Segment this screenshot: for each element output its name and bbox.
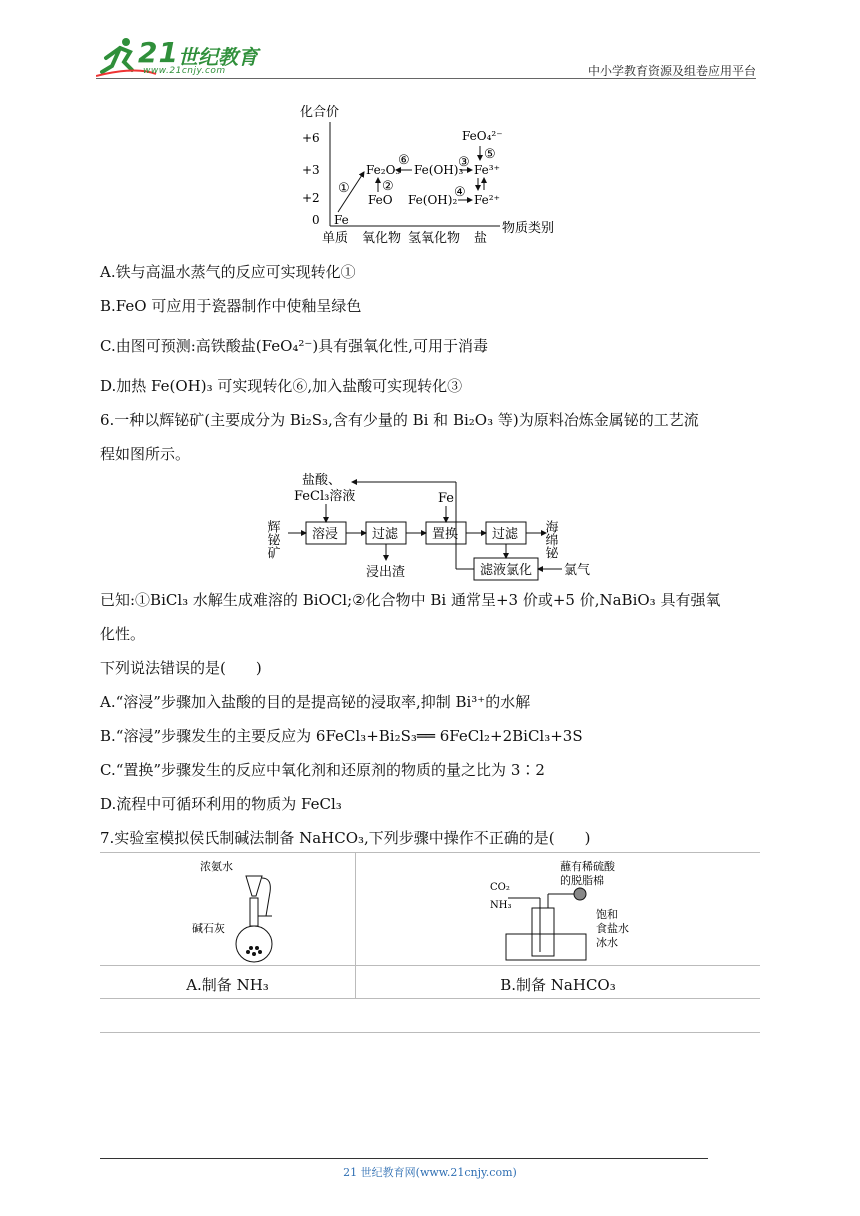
figB-top2: 的脱脂棉 bbox=[560, 874, 604, 887]
flow-reagent1-b: FeCl₃溶液 bbox=[294, 489, 356, 504]
q5-option-b: B.FeO 可应用于瓷器制作中使釉呈绿色 bbox=[100, 297, 362, 315]
step-label: ⑥ bbox=[398, 153, 410, 168]
q7-caption-b: B.制备 NaHCO₃ bbox=[500, 976, 616, 994]
step-label: ④ bbox=[454, 185, 466, 200]
step-label: ③ bbox=[458, 155, 470, 170]
step-label: ① bbox=[338, 181, 350, 196]
logo-url: www.21cnjy.com bbox=[143, 66, 226, 76]
q6-option-b: B.“溶浸”步骤发生的主要反应为 6FeCl₃+Bi₂S₃══ 6FeCl₂+2BiCl₃+3S bbox=[100, 727, 583, 745]
species-feo4: FeO₄²⁻ bbox=[462, 129, 503, 143]
flow-box-dissolve: 溶浸 bbox=[312, 527, 339, 542]
q5-option-d: D.加热 Fe(OH)₃ 可实现转化⑥,加入盐酸可实现转化③ bbox=[100, 377, 463, 395]
flow-box-chlorinate: 滤液氯化 bbox=[480, 563, 533, 578]
step-label: ⑤ bbox=[484, 147, 496, 162]
flow-reagent1: 盐酸、 bbox=[302, 473, 342, 488]
footer-text[interactable]: 21 世纪教育网(www.21cnjy.com) bbox=[343, 1166, 517, 1179]
bicarbonate-apparatus-figure bbox=[486, 856, 636, 964]
diagram-ylabel: 化合价 bbox=[300, 105, 340, 120]
figB-top1: 蘸有稀硫酸 bbox=[560, 860, 615, 873]
species-fe: Fe bbox=[334, 213, 349, 227]
xtick: 盐 bbox=[474, 231, 488, 246]
species-feoh3: Fe(OH)₃ bbox=[414, 163, 464, 177]
figB-gas2: NH₃ bbox=[490, 900, 512, 911]
flow-box-filter1: 过滤 bbox=[372, 527, 399, 542]
bismuth-flow-diagram bbox=[262, 470, 602, 585]
flow-gas: 氯气 bbox=[564, 563, 591, 578]
q6-known-line1: 已知:①BiCl₃ 水解生成难溶的 BiOCl;②化合物中 Bi 通常呈+3 价或+5 价,NaBiO₃ 具有强氧 bbox=[100, 591, 721, 609]
ytick: +2 bbox=[302, 191, 320, 205]
figB-side1: 饱和 bbox=[596, 908, 618, 921]
figA-label2: 碱石灰 bbox=[192, 922, 225, 935]
figB-side3: 冰水 bbox=[596, 936, 618, 949]
iron-valence-diagram bbox=[290, 98, 580, 248]
footer-divider bbox=[100, 1158, 708, 1159]
q6-stem-line1: 6.一种以辉铋矿(主要成分为 Bi₂S₃,含有少量的 Bi 和 Bi₂O₃ 等)为原料冶炼金属铋的工艺流 bbox=[100, 411, 699, 429]
species-feo: FeO bbox=[368, 193, 393, 207]
q7-options-table bbox=[100, 852, 760, 1034]
header-platform-text: 中小学教育资源及组卷应用平台 bbox=[587, 64, 756, 78]
flow-start: 辉铋矿 bbox=[264, 520, 280, 559]
flow-product: 海绵铋 bbox=[542, 520, 558, 559]
xtick: 氢氧化物 bbox=[408, 231, 461, 246]
ytick: +6 bbox=[302, 131, 320, 145]
q6-ask: 下列说法错误的是( ) bbox=[100, 659, 262, 677]
q5-option-a: A.铁与高温水蒸气的反应可实现转化① bbox=[100, 263, 356, 281]
logo-number: 21 bbox=[138, 36, 179, 69]
q5-option-c: C.由图可预测:高铁酸盐(FeO₄²⁻)具有强氧化性,可用于消毒 bbox=[100, 337, 488, 355]
diagram-xlabel: 物质类别 bbox=[502, 221, 555, 236]
ammonia-apparatus-figure bbox=[180, 856, 290, 964]
q7-stem: 7.实验室模拟侯氏制碱法制备 NaHCO₃,下列步骤中操作不正确的是( ) bbox=[100, 829, 591, 847]
logo-text: 世纪教育 bbox=[178, 45, 258, 69]
q6-known-line2: 化性。 bbox=[100, 625, 146, 643]
species-fe2: Fe²⁺ bbox=[474, 193, 500, 207]
q6-stem-line2: 程如图所示。 bbox=[100, 445, 191, 463]
flow-box-replace: 置换 bbox=[432, 527, 459, 542]
species-fe2o3: Fe₂O₃ bbox=[366, 163, 401, 177]
ytick: 0 bbox=[312, 213, 320, 227]
q7-caption-a: A.制备 NH₃ bbox=[186, 976, 269, 994]
figB-gas1: CO₂ bbox=[490, 882, 510, 893]
xtick: 氧化物 bbox=[362, 231, 402, 246]
flow-residue: 浸出渣 bbox=[366, 565, 406, 580]
xtick: 单质 bbox=[322, 231, 349, 246]
q6-option-a: A.“溶浸”步骤加入盐酸的目的是提高铋的浸取率,抑制 Bi³⁺的水解 bbox=[100, 693, 531, 711]
flow-reagent2: Fe bbox=[438, 491, 455, 506]
q6-option-c: C.“置换”步骤发生的反应中氧化剂和还原剂的物质的量之比为 3∶2 bbox=[100, 761, 545, 779]
species-fe3: Fe³⁺ bbox=[474, 163, 500, 177]
step-label: ② bbox=[382, 179, 394, 194]
ytick: +3 bbox=[302, 163, 320, 177]
figB-side2: 食盐水 bbox=[596, 922, 629, 935]
q6-option-d: D.流程中可循环利用的物质为 FeCl₃ bbox=[100, 795, 342, 813]
figA-label1: 浓氨水 bbox=[200, 860, 233, 873]
species-feoh2: Fe(OH)₂ bbox=[408, 193, 458, 207]
flow-box-filter2: 过滤 bbox=[492, 527, 519, 542]
header-divider bbox=[96, 78, 756, 79]
